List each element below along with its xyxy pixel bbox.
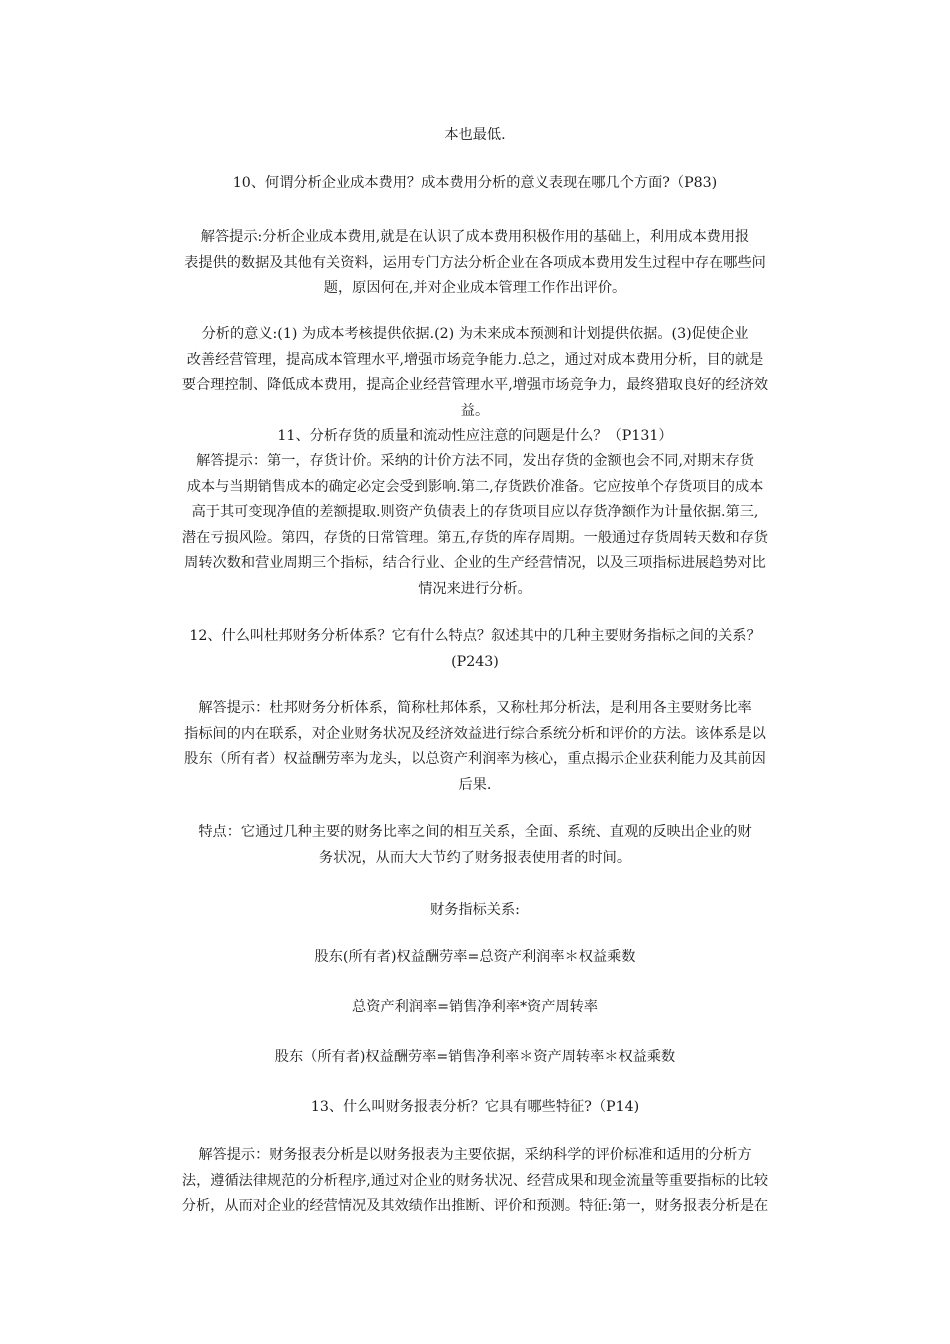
text-line: 法，遵循法律规范的分析程序,通过对企业的财务状况、经营成果和现金流量等重要指标的比较: [181, 1172, 769, 1189]
text-line: 解答提示：财务报表分析是以财务报表为主要依据，采纳科学的评价标准和适用的分析方: [198, 1147, 752, 1163]
text-line: 总资产利润率=销售净利率*资产周转率: [352, 999, 598, 1015]
question-12: [138, 624, 812, 675]
text-line: 后果.: [458, 776, 492, 793]
question-13: [138, 1095, 812, 1121]
formula-roe: [138, 945, 812, 971]
text-line: 指标间的内在联系，对企业财务状况及经济效益进行综合系统分析和评价的方法。该体系是以: [184, 725, 766, 742]
answer-10-significance: [138, 322, 812, 424]
question-11: [138, 424, 812, 450]
answer-12-features: [138, 820, 812, 871]
formula-roa: [138, 995, 812, 1021]
text-line: 财务指标关系:: [430, 902, 520, 918]
text-line: 改善经营管理，提高成本管理水平,增强市场竞争能力.总之，通过对成本费用分析，目的就是: [186, 351, 764, 368]
text-line: 本也最低.: [444, 127, 506, 143]
text-line: 解答提示：杜邦财务分析体系，简称杜邦体系，又称杜邦分析法，是利用各主要财务比率: [198, 700, 752, 716]
text-line: 益。: [460, 402, 490, 419]
text-line: 股东(所有者)权益酬劳率=总资产利润率＊权益乘数: [314, 949, 636, 965]
text-line: 10、何谓分析企业成本费用？成本费用分析的意义表现在哪几个方面?（P83): [232, 175, 718, 191]
text-line: 解答提示：第一，存货计价。采纳的计价方法不同，发出存货的金额也会不同,对期末存货: [196, 453, 754, 469]
answer-10-definition: [138, 225, 812, 302]
text-line: 高于其可变现净值的差额提取.则资产负债表上的存货项目应以存货净额作为计量依据.第三,: [191, 504, 759, 520]
text-line: 务状况，从而大大节约了财务报表使用者的时间。: [318, 849, 632, 866]
text-line: 特点：它通过几种主要的财务比率之间的相互关系，全面、系统、直观的反映出企业的财: [198, 824, 752, 840]
answer-13: [138, 1143, 812, 1220]
answer-11: [138, 449, 812, 602]
paragraph-continuation: [138, 123, 812, 149]
text-line: 解答提示:分析企业成本费用,就是在认识了成本费用积极作用的基础上，利用成本费用报: [200, 229, 750, 245]
indicator-heading: [138, 898, 812, 924]
text-line: 股东（所有者)权益酬劳率=销售净利率＊资产周转率＊权益乘数: [274, 1049, 676, 1065]
answer-12-definition: [138, 696, 812, 798]
text-line: 11、分析存货的质量和流动性应注意的问题是什么？（P131）: [277, 428, 673, 444]
text-line: 13、什么叫财务报表分析？它具有哪些特征?（P14): [310, 1099, 640, 1115]
text-line: 题，原因何在,并对企业成本管理工作作出评价。: [323, 280, 627, 296]
formula-dupont: [138, 1045, 812, 1071]
text-line: 分析，从而对企业的经营情况及其效绩作出推断、评价和预测。特征:第一，财务报表分析是在: [181, 1198, 769, 1214]
text-line: 12、什么叫杜邦财务分析体系？它有什么特点？叙述其中的几种主要财务指标之间的关系？: [189, 628, 761, 644]
text-line: 周转次数和营业周期三个指标，结合行业、企业的生产经营情况，以及三项指标进展趋势对比: [184, 555, 766, 571]
text-line: 表提供的数据及其他有关资料，运用专门方法分析企业在各项成本费用发生过程中存在哪些问: [184, 254, 766, 271]
question-10: [138, 171, 812, 197]
text-line: 情况来进行分析。: [418, 580, 532, 597]
text-line: 要合理控制、降低成本费用，提高企业经营管理水平,增强市场竞争力，最终猎取良好的经济效: [181, 377, 769, 393]
text-line: (P243): [451, 653, 499, 670]
text-line: 潜在亏损风险。第四，存货的日常管理。第五,存货的库存周期。一般通过存货周转天数和存货: [181, 529, 769, 546]
text-line: 股东（所有者）权益酬劳率为龙头，以总资产利润率为核心，重点揭示企业获利能力及其前因: [184, 751, 766, 767]
text-line: 成本与当期销售成本的确定必定会受到影响.第二,存货跌价准备。它应按单个存货项目的成本: [186, 478, 764, 495]
text-line: 分析的意义:(1) 为成本考核提供依据.(2) 为未来成本预测和计划提供依据。(3)促使企业: [201, 326, 749, 342]
